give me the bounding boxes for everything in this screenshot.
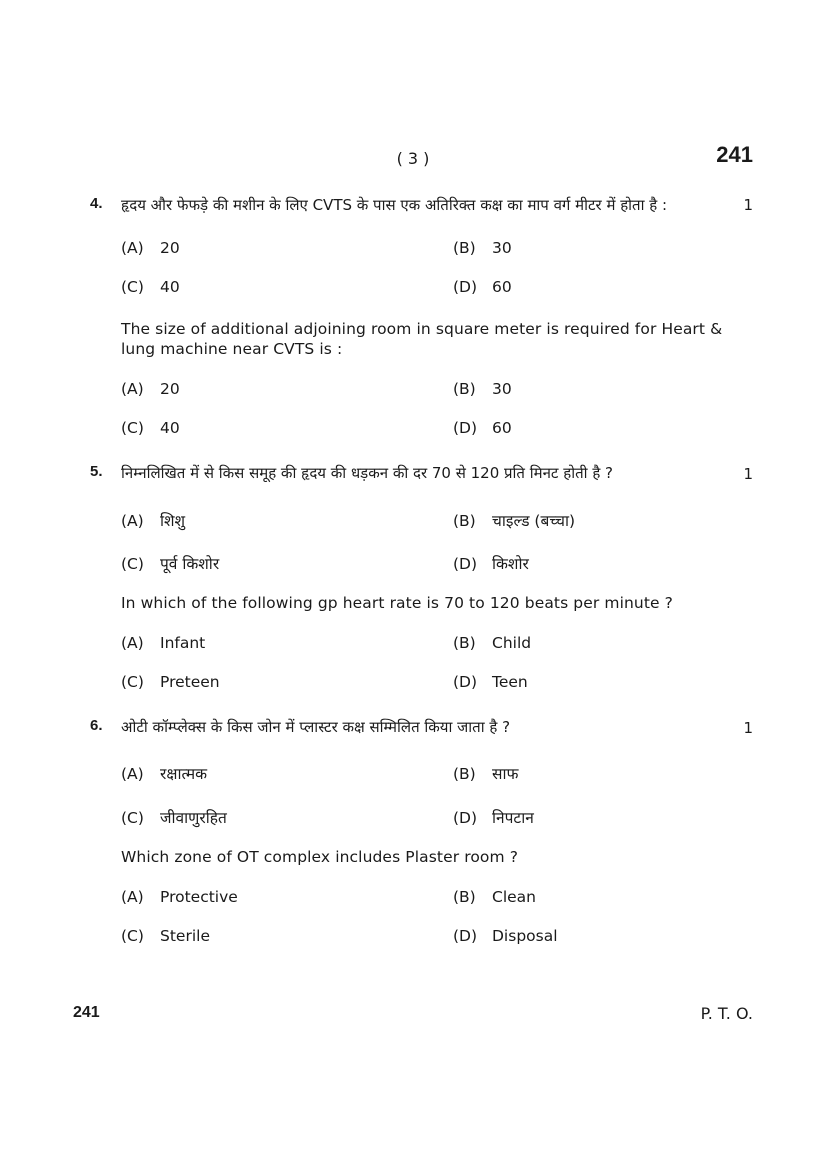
q4-english-option-b: (B) 30: [453, 380, 512, 398]
q5-english-option-c: (C) Preteen: [121, 673, 220, 691]
q6-english-option-b: (B) Clean: [453, 888, 536, 906]
question-5-hindi-text: निम्नलिखित में से किस समूह की हृदय की धड़कन की दर 70 से 120 प्रति मिनट होती है ?: [121, 464, 614, 482]
paper-code-header: 241: [716, 142, 753, 167]
q4-english-option-c: (C) 40: [121, 419, 180, 437]
question-5-english-text: In which of the following gp heart rate is 70 to 120 beats per minute ?: [121, 594, 673, 612]
q5-hindi-option-b: (B) चाइल्ड (बच्चा): [453, 512, 576, 530]
question-5-marks: 1: [743, 465, 753, 483]
q6-english-option-a: (A) Protective: [121, 888, 238, 906]
question-6-marks: 1: [743, 719, 753, 737]
page-number: ( 3 ): [396, 149, 430, 168]
question-4-english-line-2: lung machine near CVTS is :: [121, 340, 343, 358]
question-4-hindi-text: हृदय और फेफड़े की मशीन के लिए CVTS के पास एक अतिरिक्त कक्ष का माप वर्ग मीटर में होता है :: [121, 196, 668, 214]
question-4-english-line-1: The size of additional adjoining room in square meter is required for Heart &: [121, 320, 723, 338]
q6-hindi-option-d: (D) निपटान: [453, 809, 534, 827]
q4-english-option-d: (D) 60: [453, 419, 512, 437]
q5-english-option-a: (A) Infant: [121, 634, 206, 652]
question-4-marks: 1: [743, 196, 753, 214]
q4-hindi-option-b: (B) 30: [453, 239, 512, 257]
q6-hindi-option-b: (B) साफ: [453, 765, 519, 783]
q5-hindi-option-c: (C) पूर्व किशोर: [121, 555, 220, 573]
question-6-english-text: Which zone of OT complex includes Plaster room ?: [121, 848, 519, 866]
q6-english-option-c: (C) Sterile: [121, 927, 210, 945]
q4-english-option-a: (A) 20: [121, 380, 180, 398]
q4-hindi-option-d: (D) 60: [453, 278, 512, 296]
q6-english-option-d: (D) Disposal: [453, 927, 558, 945]
question-4-number: 4.: [90, 195, 103, 212]
q6-hindi-option-c: (C) जीवाणुरहित: [121, 809, 227, 827]
q5-english-option-d: (D) Teen: [453, 673, 528, 691]
paper-code-footer: 241: [73, 1004, 100, 1021]
q4-hindi-option-a: (A) 20: [121, 239, 180, 257]
q5-hindi-option-d: (D) किशोर: [453, 555, 529, 573]
q6-hindi-option-a: (A) रक्षात्मक: [121, 765, 207, 783]
question-6-hindi-text: ओटी कॉम्प्लेक्स के किस जोन में प्लास्टर कक्ष सम्मिलित किया जाता है ?: [121, 718, 511, 736]
please-turn-over: P. T. O.: [700, 1004, 753, 1023]
question-5-number: 5.: [90, 463, 103, 480]
question-6-number: 6.: [90, 717, 103, 734]
q5-hindi-option-a: (A) शिशु: [121, 512, 186, 530]
q5-english-option-b: (B) Child: [453, 634, 532, 652]
q4-hindi-option-c: (C) 40: [121, 278, 180, 296]
